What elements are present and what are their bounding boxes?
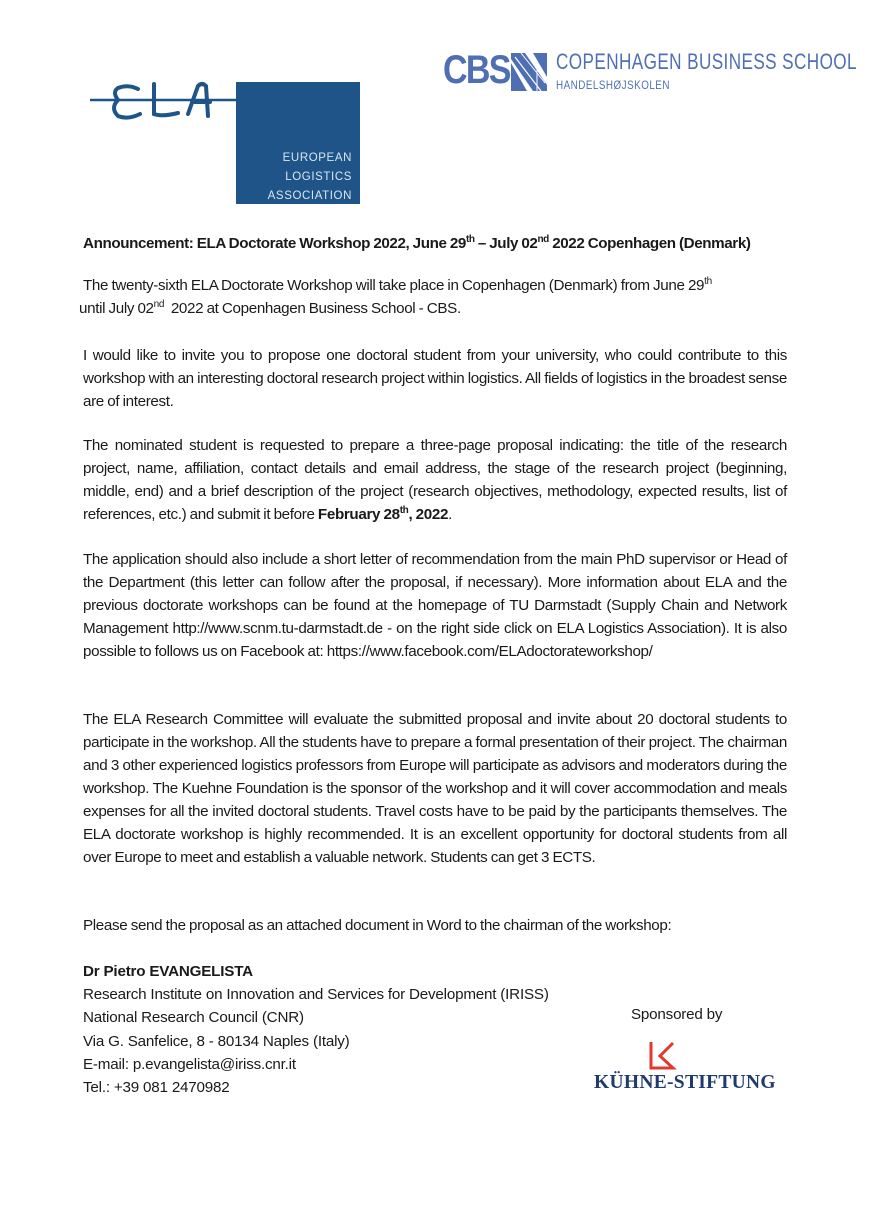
paragraph-send-instructions: Please send the proposal as an attached document in Word to the chairman of the workshop: bbox=[83, 917, 672, 934]
paragraph-text: The application should also include a short letter of recommendation from the main PhD supervisor or Head of the Department (this letter can follow after the proposal, if necessary). More information about ELA and the previous doctorate workshops can be found at the homepage of TU Darmstadt (Supply Chain and Network Management bbox=[83, 551, 787, 637]
contact-council: National Research Council (CNR) bbox=[83, 1009, 304, 1027]
deadline-date: February 28 bbox=[317, 506, 400, 523]
paragraph-text: The twenty-sixth ELA Doctorate Workshop will take place in Copenhagen (Denmark) from June 29 bbox=[83, 277, 705, 294]
title-text: Announcement: ELA Doctorate Workshop 2022, June 29 bbox=[83, 235, 466, 252]
contact-phone: Tel.: +39 081 2470982 bbox=[83, 1079, 230, 1097]
paragraph-text: . bbox=[448, 506, 452, 523]
facebook-link[interactable]: https://www.facebook.com/ELAdoctorateworkshop/ bbox=[326, 643, 653, 660]
ela-name-box bbox=[236, 82, 360, 204]
sponsor-label: Sponsored by bbox=[631, 1006, 723, 1023]
cbs-logo bbox=[443, 48, 857, 98]
ela-logo bbox=[88, 52, 378, 212]
ela-line-2: LOGISTICS bbox=[285, 171, 352, 183]
superscript: th bbox=[704, 276, 712, 287]
sponsor-name: KÜHNE-STIFTUNG bbox=[594, 1072, 776, 1093]
paragraph-invitation: I would like to invite you to propose one doctoral student from your university, who could contribute to this workshop with an interesting doctoral research project within logistics. All fields of logistics in the broadest sense are of interest. bbox=[83, 347, 787, 410]
email-link[interactable]: p.evangelista@iriss.cnr.it bbox=[132, 1055, 296, 1073]
contact-block bbox=[83, 960, 549, 1099]
superscript: nd bbox=[153, 299, 165, 310]
announcement-title bbox=[83, 232, 787, 255]
cbs-subtitle: HANDELSHØJSKOLEN bbox=[556, 78, 670, 92]
ela-line-1: EUROPEAN bbox=[282, 152, 352, 164]
deadline bbox=[318, 506, 448, 523]
ela-wordmark-icon bbox=[88, 80, 248, 130]
title-text: – July 02 bbox=[474, 235, 538, 252]
paragraph-text: until July 02 bbox=[79, 300, 154, 317]
contact-email-row bbox=[83, 1053, 549, 1076]
paragraph-text: - on the right side click on ELA Logistics Association). It is also possible to follows us on Facebook at: bbox=[83, 620, 787, 660]
tu-darmstadt-link[interactable]: http://www.scnm.tu-darmstadt.de bbox=[172, 620, 383, 637]
paragraph-text: 2022 at Copenhagen Business School - CBS. bbox=[164, 300, 461, 317]
paragraph-proposal bbox=[83, 434, 787, 526]
ela-line-3: ASSOCIATION bbox=[267, 190, 352, 202]
title-sup: th bbox=[465, 234, 475, 245]
paragraph-intro bbox=[79, 274, 787, 320]
title-sup: nd bbox=[537, 234, 549, 245]
cbs-name: COPENHAGEN BUSINESS SCHOOL bbox=[556, 49, 857, 74]
deadline-year: , 2022 bbox=[408, 506, 449, 523]
cbs-letters: CBS bbox=[443, 48, 510, 92]
contact-institute: Research Institute on Innovation and Services for Development (IRISS) bbox=[83, 986, 549, 1004]
contact-name: Dr Pietro EVANGELISTA bbox=[83, 963, 253, 980]
title-text: 2022 Copenhagen (Denmark) bbox=[548, 235, 751, 252]
cbs-emblem-icon bbox=[511, 53, 547, 91]
superscript: th bbox=[399, 505, 409, 516]
contact-address: Via G. Sanfelice, 8 - 80134 Naples (Italy) bbox=[83, 1032, 350, 1050]
email-label: E-mail: bbox=[83, 1055, 133, 1073]
kuehne-logo-icon bbox=[646, 1040, 678, 1072]
paragraph-text: The nominated student is requested to prepare a three-page proposal indicating: the title of the research project, name, affiliation, contact details and email address, the stage of the research project (beginning, middle, end) and a brief description of the project (research objectives, methodology, expected results, list of references, etc.) and submit it before bbox=[83, 437, 787, 523]
paragraph-application bbox=[83, 548, 787, 663]
paragraph-committee: The ELA Research Committee will evaluate the submitted proposal and invite about 20 doctoral students to participate in the workshop. All the students have to prepare a formal presentation of their project. The chairman and 3 other experienced logistics professors from Europe will participate as advisors and moderators during the workshop. The Kuehne Foundation is the sponsor of the workshop and it will cover accommodation and meals expenses for all the invited doctoral students. Travel costs have to be paid by the participants themselves. The ELA doctorate workshop is highly recommended. It is an excellent opportunity for doctoral students from all over Europe to meet and establish a valuable network. Students can get 3 ECTS. bbox=[83, 711, 787, 866]
